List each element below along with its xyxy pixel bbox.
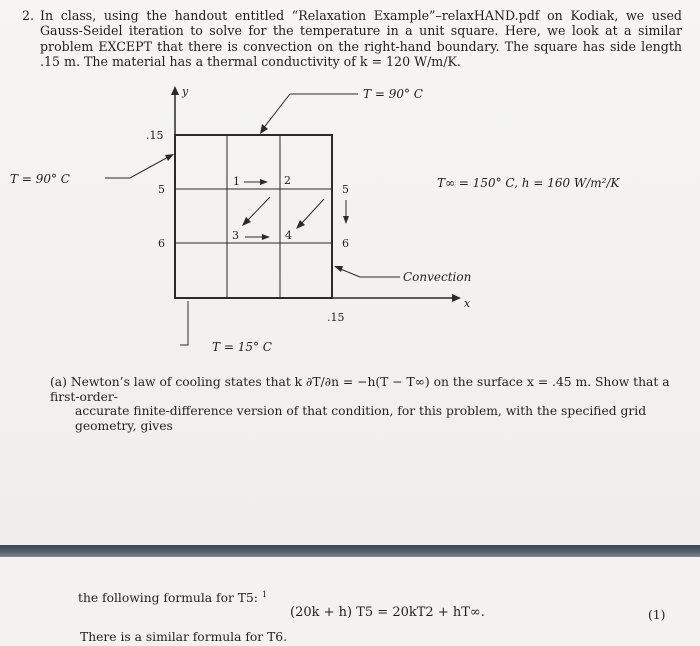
continuation-intro <box>78 590 267 605</box>
y-axis-label: y <box>182 85 189 98</box>
part-a-text <box>50 375 680 433</box>
left-node-6-label: 6 <box>158 237 165 250</box>
part-a-line-2: accurate finite-difference version of that condition, for this problem, with the specified grid geometry, gives <box>75 404 647 433</box>
right-node-5-label: 5 <box>342 183 349 196</box>
convection-label: Convection <box>403 270 472 284</box>
right-boundary-label: T∞ = 150° C, h = 160 W/m²/K <box>437 176 620 190</box>
problem-text: In class, using the handout entitled “Relaxation Example”–relaxHAND.pdf on Kodiak, we used Gauss-Seidel iteration to solve for the temperature in a unit square. Here, we look at a similar problem EXCEPT that there is convection on the right-hand boundary. The square has side length .15 m. The material has a thermal conductivity of k = 120 W/m/K. <box>40 8 682 70</box>
left-boundary-label: T = 90° C <box>10 172 70 186</box>
side-length-y: .15 <box>146 129 164 142</box>
bottom-boundary-label: T = 15° C <box>212 340 272 354</box>
node-1-label: 1 <box>233 175 240 188</box>
node-2-label: 2 <box>284 174 291 187</box>
right-node-6-label: 6 <box>342 237 349 250</box>
similar-formula-note: There is a similar formula for T6. <box>80 630 288 644</box>
part-a-line-1: (a) Newton’s law of cooling states that k ∂T/∂n = −h(T − T∞) on the surface x = .45 m. Show that a first-order- <box>50 375 670 404</box>
x-axis-arrowhead <box>452 294 461 302</box>
node-3-label: 3 <box>232 229 239 242</box>
intro-text: the following formula for T5: <box>78 591 258 606</box>
side-length-x: .15 <box>327 311 345 324</box>
problem-number: 2. <box>22 8 35 23</box>
equation-1: (20k + h) T5 = 20kT2 + hT∞. <box>290 605 485 620</box>
top-boundary-label: T = 90° C <box>363 87 423 101</box>
y-axis-arrowhead <box>171 86 179 95</box>
left-node-5-label: 5 <box>158 183 165 196</box>
equation-number: (1) <box>648 608 666 622</box>
footnote-mark: 1 <box>261 590 267 599</box>
x-axis-label: x <box>464 297 471 310</box>
node-4-label: 4 <box>285 229 292 242</box>
